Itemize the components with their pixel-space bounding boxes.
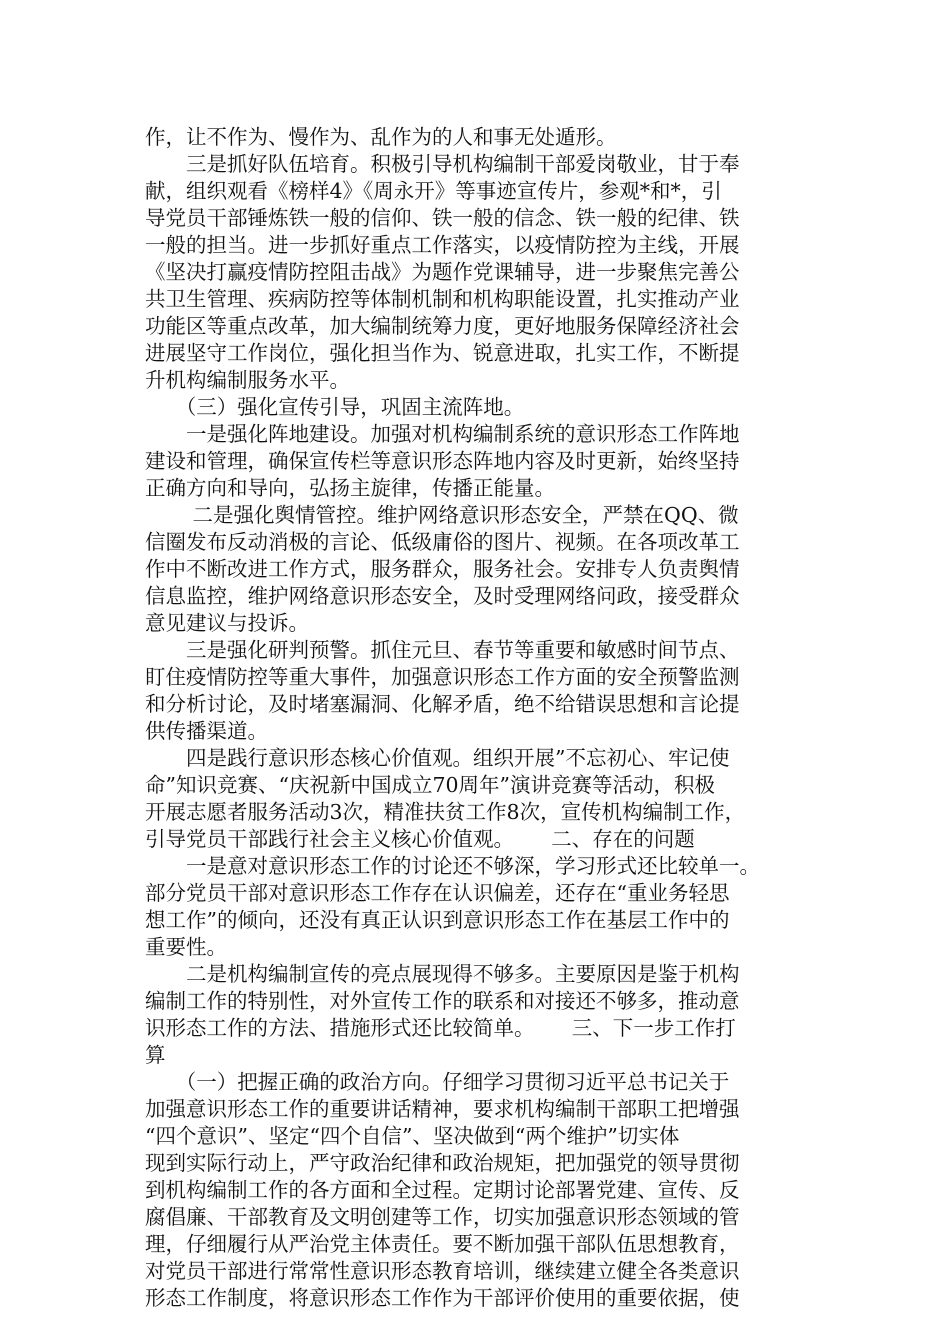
- text-line: 开展志愿者服务活动3次，精准扶贫工作8次，宣传机构编制工作，: [145, 800, 746, 824]
- text-line: 算: [145, 1043, 166, 1067]
- text-line: “四个意识”、坚定“四个自信”、坚决做到“两个维护”切实体: [145, 1124, 680, 1148]
- text-line: 加强意识形态工作的重要讲话精神，要求机构编制干部职工把增强: [145, 1097, 740, 1121]
- text-line: 一是强化阵地建设。加强对机构编制系统的意识形态工作阵地: [145, 422, 740, 446]
- text-line: 二是强化舆情管控。维护网络意识形态安全，严禁在QQ、微: [145, 503, 739, 527]
- text-line: 共卫生管理、疾病防控等体制机制和机构职能设置，扎实推动产业: [145, 287, 740, 311]
- text-line: 四是践行意识形态核心价值观。组织开展”不忘初心、牢记使: [145, 746, 730, 770]
- text-line: 进展坚守工作岗位，强化担当作为、锐意进取，扎实工作，不断提: [145, 341, 740, 365]
- text-line: 升机构编制服务水平。: [145, 368, 350, 392]
- text-line: 作中不断改进工作方式，服务群众，服务社会。安排专人负责舆情: [145, 557, 740, 581]
- text-line: 盯住疫情防控等重大事件，加强意识形态工作方面的安全预警监测: [145, 665, 740, 689]
- text-line: 命”知识竞赛、“庆祝新中国成立70周年”演讲竞赛等活动，积极: [145, 773, 716, 797]
- text-line: 《坚决打赢疫情防控阻击战》为题作党课辅导，进一步聚焦完善公: [145, 260, 740, 284]
- text-line: 一般的担当。进一步抓好重点工作落实，以疫情防控为主线，开展: [145, 233, 740, 257]
- text-line: 识形态工作的方法、措施形式还比较简单。 三、下一步工作打: [145, 1016, 736, 1040]
- text-line: 和分析讨论，及时堵塞漏洞、化解矛盾，绝不给错误思想和言论提: [145, 692, 740, 716]
- text-line: 编制工作的特别性，对外宣传工作的联系和对接还不够多，推动意: [145, 989, 740, 1013]
- text-line: 重要性。: [145, 935, 227, 959]
- text-line: 信息监控，维护网络意识形态安全，及时受理网络问政，接受群众: [145, 584, 740, 608]
- text-line: 形态工作制度，将意识形态工作作为干部评价使用的重要依据，使: [145, 1286, 740, 1310]
- text-line: 正确方向和导向，弘扬主旋律，传播正能量。: [145, 476, 555, 500]
- text-line: 现到实际行动上，严守政治纪律和政治规矩，把加强党的领导贯彻: [145, 1151, 740, 1175]
- text-line: 部分党员干部对意识形态工作存在认识偏差，还存在“重业务轻思: [145, 881, 730, 905]
- text-line: 到机构编制工作的各方面和全过程。定期讨论部署党建、宣传、反: [145, 1178, 740, 1202]
- text-line: 三是抓好队伍培育。积极引导机构编制干部爱岗敬业，甘于奉: [145, 152, 740, 176]
- text-line: 建设和管理，确保宣传栏等意识形态阵地内容及时更新，始终坚持: [145, 449, 740, 473]
- text-line: 对党员干部进行常常性意识形态教育培训，继续建立健全各类意识: [145, 1259, 740, 1283]
- text-line: 二是机构编制宣传的亮点展现得不够多。主要原因是鉴于机构: [145, 962, 740, 986]
- text-line: 供传播渠道。: [145, 719, 268, 743]
- text-line: 意见建议与投诉。: [145, 611, 309, 635]
- text-line: （一）把握正确的政治方向。仔细学习贯彻习近平总书记关于: [145, 1070, 730, 1094]
- section-heading: （三）强化宣传引导，巩固主流阵地。: [145, 395, 525, 419]
- text-line: 信圈发布反动消极的言论、低级庸俗的图片、视频。在各项改革工: [145, 530, 740, 554]
- text-line: 功能区等重点改革，加大编制统筹力度，更好地服务保障经济社会: [145, 314, 740, 338]
- text-line: 导党员干部锤炼铁一般的信仰、铁一般的信念、铁一般的纪律、铁: [145, 206, 740, 230]
- text-line: 作，让不作为、慢作为、乱作为的人和事无处遁形。: [145, 125, 617, 149]
- text-line: 三是强化研判预警。抓住元旦、春节等重要和敏感时间节点、: [145, 638, 740, 662]
- text-line: 理，仔细履行从严治党主体责任。要不断加强干部队伍思想教育，: [145, 1232, 740, 1256]
- text-line: 献，组织观看《榜样4》《周永开》等事迹宣传片，参观*和*，引: [145, 179, 722, 203]
- text-line: 想工作”的倾向，还没有真正认识到意识形态工作在基层工作中的: [145, 908, 730, 932]
- text-line: 一是意对意识形态工作的讨论还不够深，学习形式还比较单一。: [145, 854, 760, 878]
- text-line: 引导党员干部践行社会主义核心价值观。 二、存在的问题: [145, 827, 695, 851]
- text-line: 腐倡廉、干部教育及文明创建等工作，切实加强意识形态领域的管: [145, 1205, 740, 1229]
